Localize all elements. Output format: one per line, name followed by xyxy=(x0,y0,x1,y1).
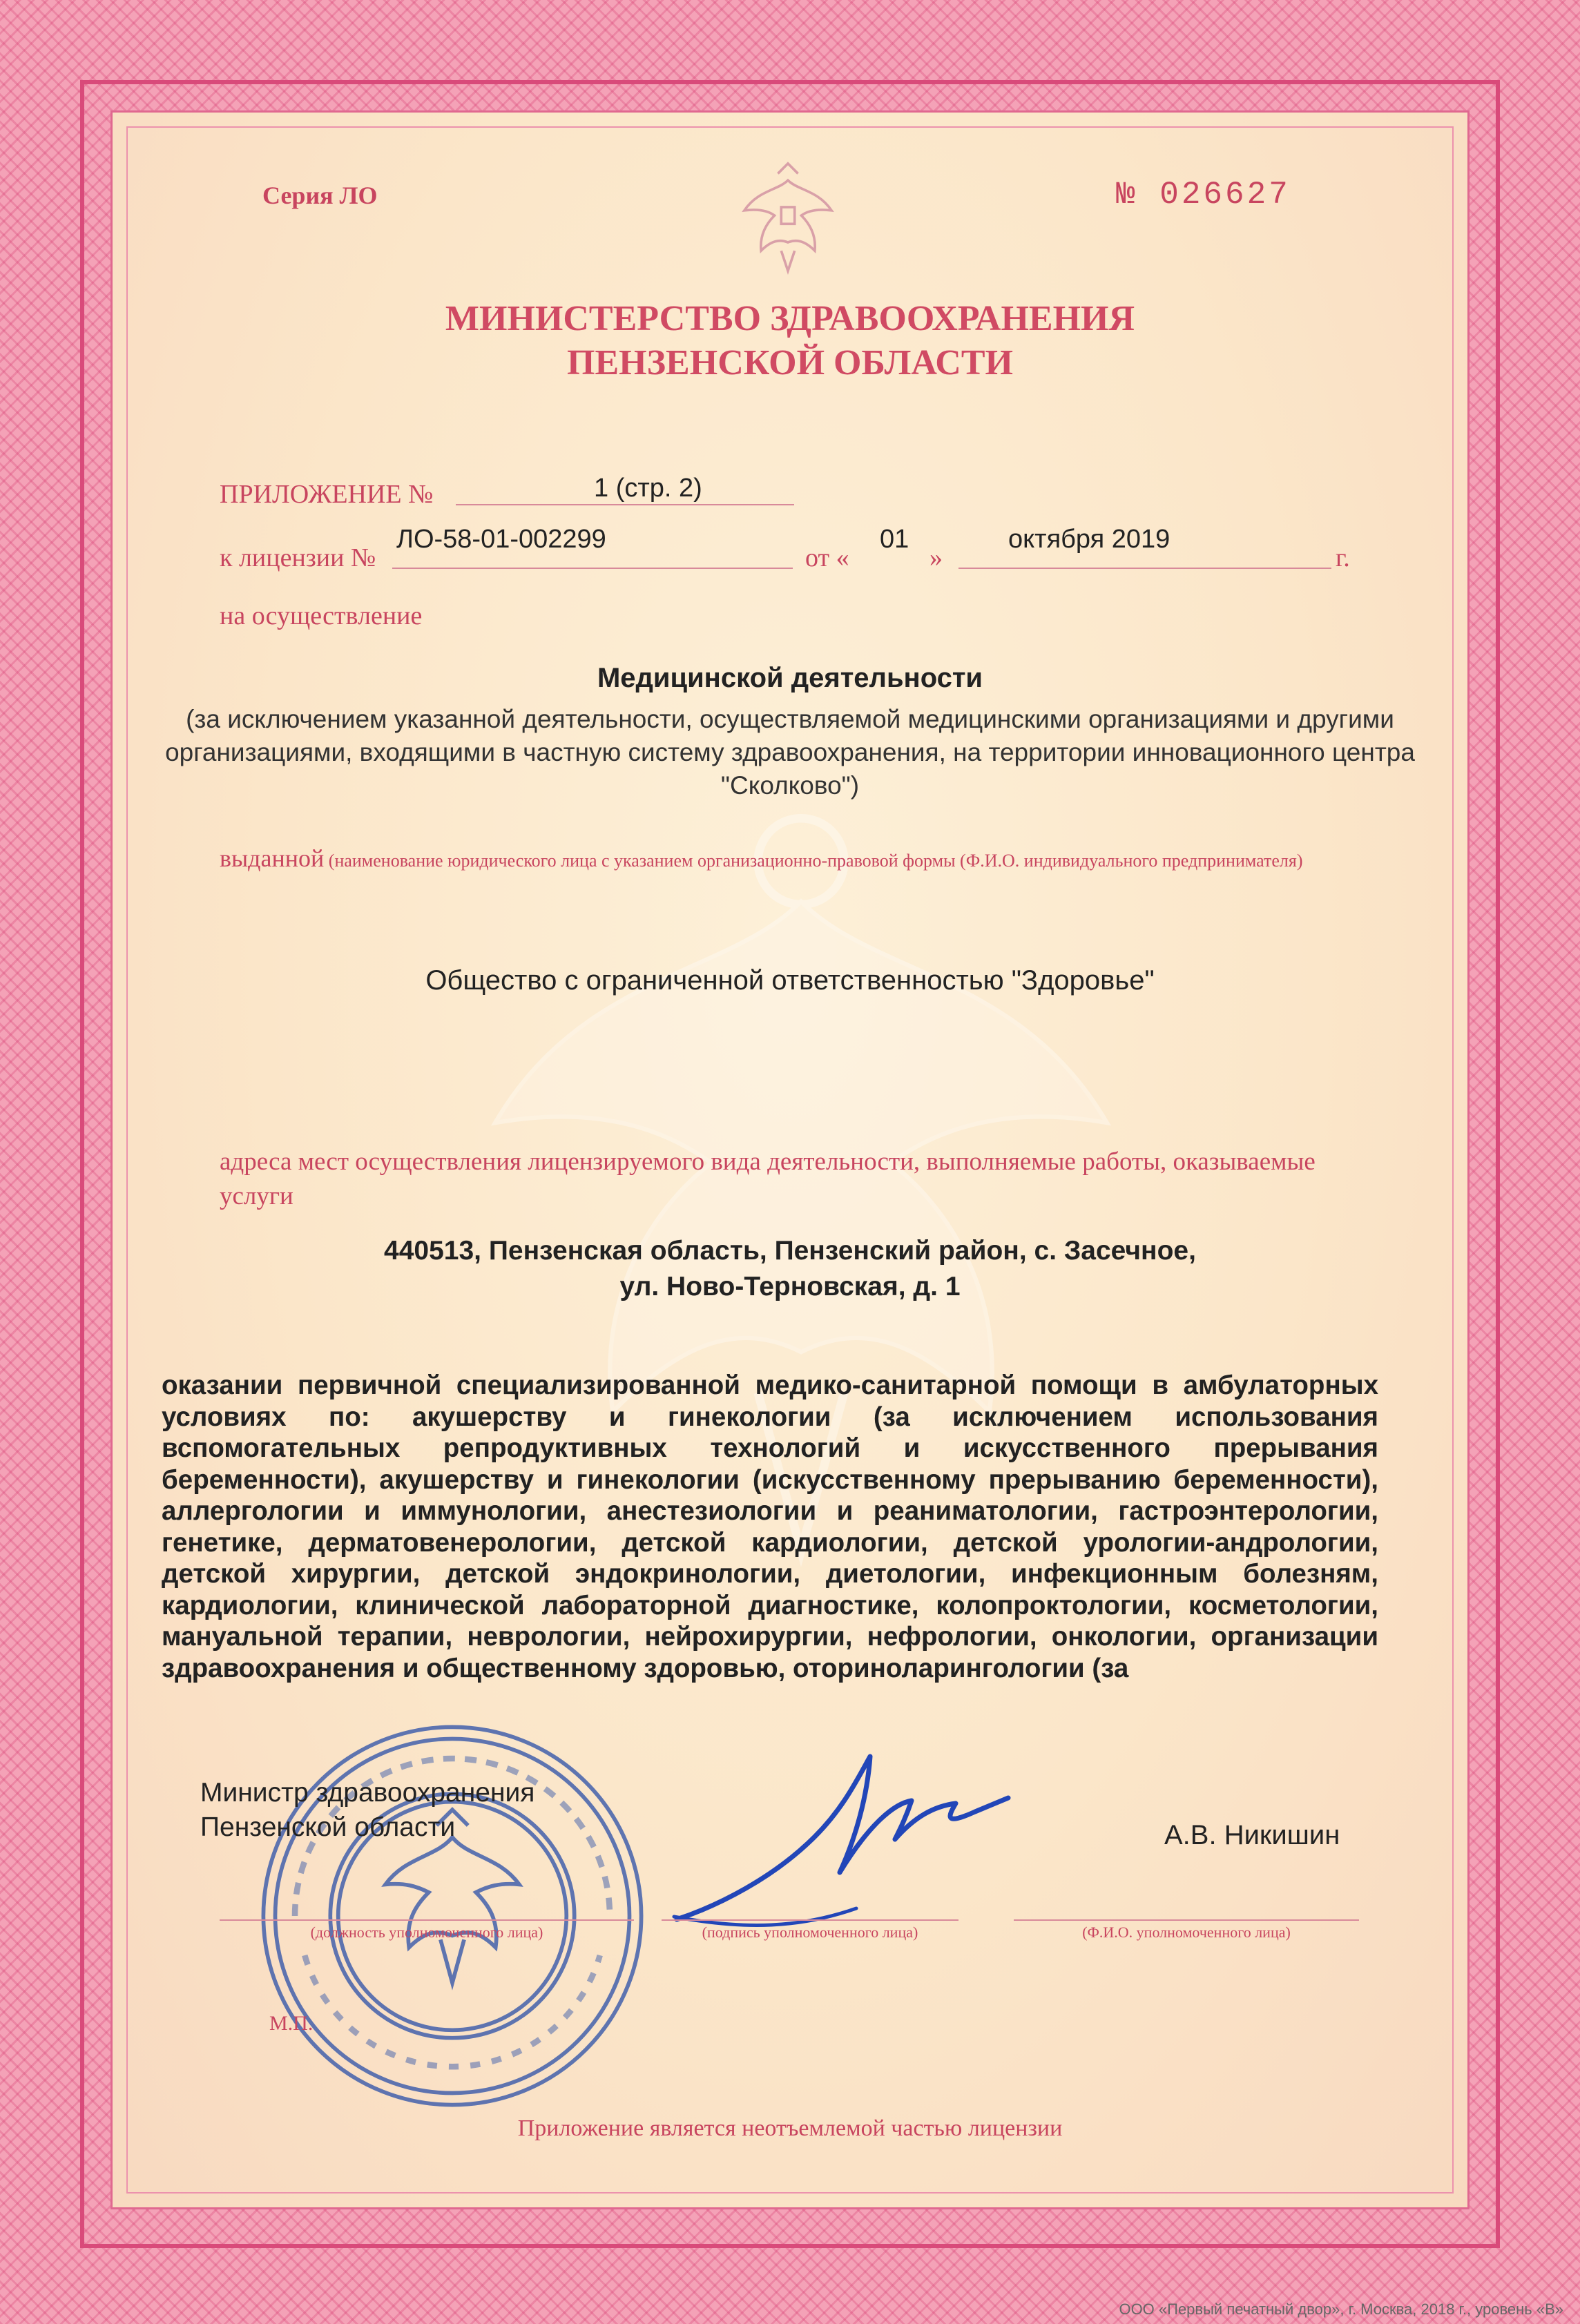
license-date-from-label: от « xyxy=(805,543,849,572)
signer-position xyxy=(200,1776,534,1845)
license-year-suffix: г. xyxy=(1336,543,1350,572)
services-list: оказании первичной специализированной медико-санитарной помощи в амбулаторных условиях по: акушерству и гинекологии (за исключением использования вспомогательных репродуктивных технологий и искусственного прерывания беременности), акушерству и гинекологии (искусственному прерыванию беременности), аллергологии и иммунологии, анестезиологии и реаниматологии, гастроэнтерологии, генетике, дерматовенерологии, детской кардиологии, детской урологии-андрологии, детской хирургии, детской эндокринологии, диетологии, инфекционным болезням, кардиологии, клинической лабораторной диагностике, колопроктологии, косметологии, мануальной терапии, неврологии, нейрохирургии, нефрологии, онкологии, организации здравоохранения и общественному здоровью, оториноларингологии (за xyxy=(162,1371,1378,1683)
position-caption: (должность уполномоченного лица) xyxy=(310,1924,543,1941)
license-number: ЛО-58-01-002299 xyxy=(396,525,606,554)
signer-position-line2: Пензенской области xyxy=(200,1812,456,1842)
signer-name: А.В. Никишин xyxy=(1164,1820,1340,1850)
license-day-close-quote: » xyxy=(929,543,943,572)
position-underline xyxy=(220,1919,634,1921)
signature-caption: (подпись уполномоченного лица) xyxy=(702,1924,918,1941)
signature-underline xyxy=(662,1919,958,1921)
address-line1: 440513, Пензенская область, Пензенский район, с. Засечное, xyxy=(384,1236,1196,1266)
name-underline xyxy=(1014,1919,1359,1921)
name-caption: (Ф.И.О. уполномоченного лица) xyxy=(1082,1924,1291,1941)
issued-hint: (наименование юридического лица с указанием организационно-правовой формы (Ф.И.О. индивидуального предпринимателя) xyxy=(328,851,1303,871)
handwritten-signature xyxy=(663,1740,1022,1947)
address-line2: ул. Ново-Терновская, д. 1 xyxy=(619,1272,961,1301)
signer-position-line1: Министр здравоохранения xyxy=(200,1778,535,1808)
appendix-number: 1 (стр. 2) xyxy=(594,474,702,503)
appendix-underline xyxy=(456,504,794,505)
appendix-label: ПРИЛОЖЕНИЕ № xyxy=(220,480,434,509)
issued-to-block xyxy=(220,846,1380,873)
license-form-number: № 026627 xyxy=(1116,177,1291,213)
license-label: к лицензии № xyxy=(220,543,376,572)
organization-name: Общество с ограниченной ответственностью "Здоровье" xyxy=(425,965,1155,996)
activity-description: (за исключением указанной деятельности, осуществляемой медицинскими организациями и другими организациями, входящими в частную систему здравоохранения, на территории инновационного центра "Сколково") xyxy=(165,705,1415,800)
address-label: адреса мест осуществления лицензируемого вида деятельности, выполняемые работы, оказываемые услуги xyxy=(220,1148,1316,1210)
license-number-underline xyxy=(392,568,793,569)
activity-label: на осуществление xyxy=(220,601,423,630)
coat-of-arms-icon xyxy=(736,160,840,278)
series-label: Серия ЛО xyxy=(262,182,378,209)
appendix-note: Приложение является неотъемлемой частью лицензии xyxy=(517,2115,1063,2141)
ministry-title-line2: ПЕНЗЕНСКОЙ ОБЛАСТИ xyxy=(567,343,1013,383)
activity-title: Медицинской деятельности xyxy=(597,663,983,693)
ministry-title xyxy=(207,297,1373,385)
issued-label: выданной xyxy=(220,844,325,872)
ministry-title-line1: МИНИСТЕРСТВО ЗДРАВООХРАНЕНИЯ xyxy=(445,299,1135,338)
address-block xyxy=(138,1233,1442,1305)
printer-imprint: ООО «Первый печатный двор», г. Москва, 2018 г., уровень «В» xyxy=(1119,2301,1563,2318)
seal-place-label: М.П. xyxy=(269,2012,314,2035)
license-month-year: октября 2019 xyxy=(1008,525,1170,554)
license-date-underline xyxy=(958,568,1331,569)
license-day: 01 xyxy=(880,525,909,554)
